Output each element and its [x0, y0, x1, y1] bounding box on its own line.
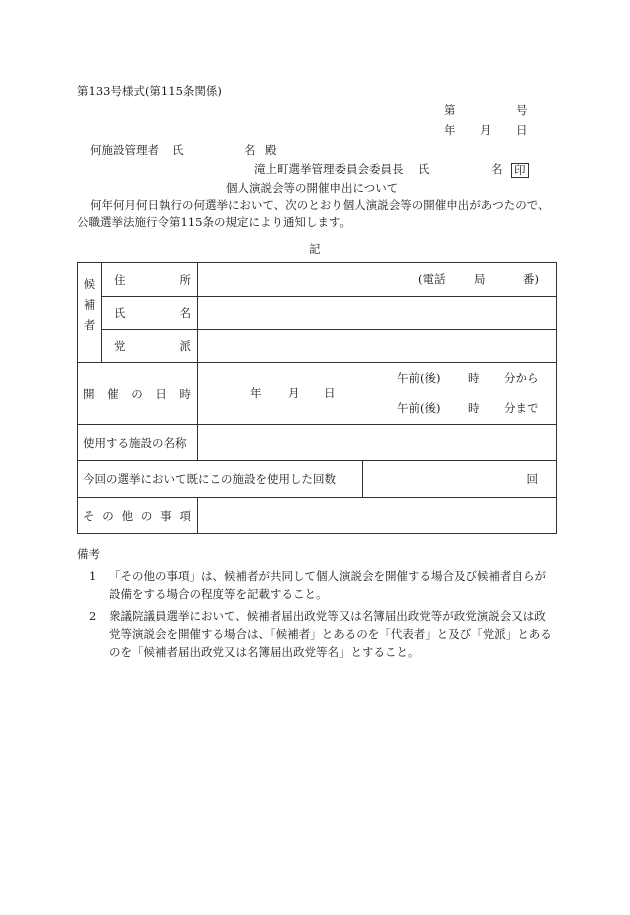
notes-title: 備考 [77, 547, 100, 561]
usage-count-value[interactable] [363, 461, 557, 498]
datetime-label-cell [78, 363, 198, 425]
time-to-ji: 時 [468, 401, 480, 415]
other-label-3: の [140, 508, 153, 523]
notes-section [77, 545, 557, 661]
address-label-cell [102, 263, 198, 297]
other-label-4: 事 [160, 508, 172, 523]
seal-mark [511, 163, 529, 178]
usage-count-label: 今回の選挙において既にこの施設を使用した回数 [83, 472, 336, 486]
time-to-ampm: 午前(後) [397, 401, 441, 415]
ki-mark: 記 [309, 242, 321, 256]
other-label-2: 他 [121, 508, 134, 523]
addressee-mei: 名 [244, 143, 256, 157]
other-value[interactable] [198, 498, 557, 534]
datetime-label-1: 催 [107, 386, 119, 401]
date-row-month: 月 [288, 386, 300, 400]
form-number: 第133号様式(第115条関係) [77, 84, 222, 98]
name-label-cell [102, 297, 198, 330]
seal-text: 印 [511, 163, 529, 178]
time-from-ji: 時 [468, 371, 480, 385]
sender-shi: 氏 [418, 162, 430, 176]
datetime-label-3: 日 [155, 386, 167, 401]
datetime-value[interactable] [198, 363, 557, 425]
other-label-0: そ [83, 508, 95, 523]
note-number: 1 [89, 569, 97, 583]
facility-name-label: 使用する施設の名称 [83, 435, 187, 450]
party-label-cell [102, 330, 198, 363]
candidate-text: 候補者 [82, 278, 97, 340]
name-label-mei: 名 [179, 306, 191, 320]
candidate-label [78, 278, 101, 347]
time-from-fun: 分から [504, 371, 539, 385]
party-label-ha: 派 [179, 339, 191, 353]
datetime-label-0: 開 [83, 386, 95, 401]
date-row-day: 日 [324, 386, 336, 400]
facility-name-label-cell [78, 425, 198, 461]
candidate-header [78, 263, 102, 363]
addressee-facility: 何施設管理者 [90, 143, 159, 157]
sender-title: 滝上町選挙管理委員会委員長 [254, 162, 404, 176]
name-value[interactable] [198, 297, 557, 330]
party-label-to: 党 [114, 339, 126, 353]
body-line1: 何年何月何日執行の何選挙において、次のとおり個人演説会等の開催申出があつたので、 [90, 198, 550, 212]
usage-count-label-cell [78, 461, 363, 498]
address-label-ju: 住 [114, 272, 126, 287]
date-month: 月 [480, 123, 492, 137]
other-label-1: の [102, 508, 114, 523]
note-text: 「その他の事項」は、候補者が共同して個人演説会を開催する場合及び候補者自らが設備をする場合の程度等を記載すること。 [109, 569, 546, 601]
address-label-sho: 所 [179, 272, 191, 287]
facility-name-value[interactable] [198, 425, 557, 461]
party-value[interactable] [198, 330, 557, 363]
body-line2: 公職選挙法施行令第115条の規定により通知します。 [77, 215, 352, 229]
note-item [77, 567, 557, 603]
phone-kyoku: 局 [474, 272, 486, 286]
date-year: 年 [444, 123, 456, 137]
usage-count-kai: 回 [526, 472, 538, 486]
address-value[interactable] [198, 263, 557, 297]
date-day: 日 [516, 123, 528, 137]
doc-no-dai: 第 [444, 103, 456, 117]
datetime-label-2: の [131, 386, 143, 401]
phone-open: (電話 [418, 272, 446, 286]
time-from-ampm: 午前(後) [397, 371, 441, 385]
addressee-shi: 氏 [172, 143, 184, 157]
other-label-5: 項 [179, 508, 191, 523]
date-row-year: 年 [250, 386, 262, 400]
other-label-cell [78, 498, 198, 534]
note-item [77, 607, 557, 661]
datetime-label-4: 時 [179, 386, 191, 401]
doc-no-go: 号 [516, 103, 528, 117]
time-to-fun: 分まで [504, 401, 539, 415]
notification-table [77, 262, 557, 534]
note-number: 2 [89, 609, 97, 623]
name-label-shi: 氏 [114, 306, 126, 320]
subject: 個人演説会等の開催申出について [226, 181, 399, 195]
phone-ban: 番) [523, 272, 539, 286]
sender-mei: 名 [491, 162, 503, 176]
note-text: 衆議院議員選挙において、候補者届出政党等又は名簿届出政党等が政党演説会又は政党等演説会を開催する場合は、「候補者」とあるのを「代表者」と及び「党派」とあるのを「候補者届出政党又は名簿届出政党等名」とすること。 [109, 609, 552, 659]
addressee-dono: 殿 [265, 143, 277, 157]
